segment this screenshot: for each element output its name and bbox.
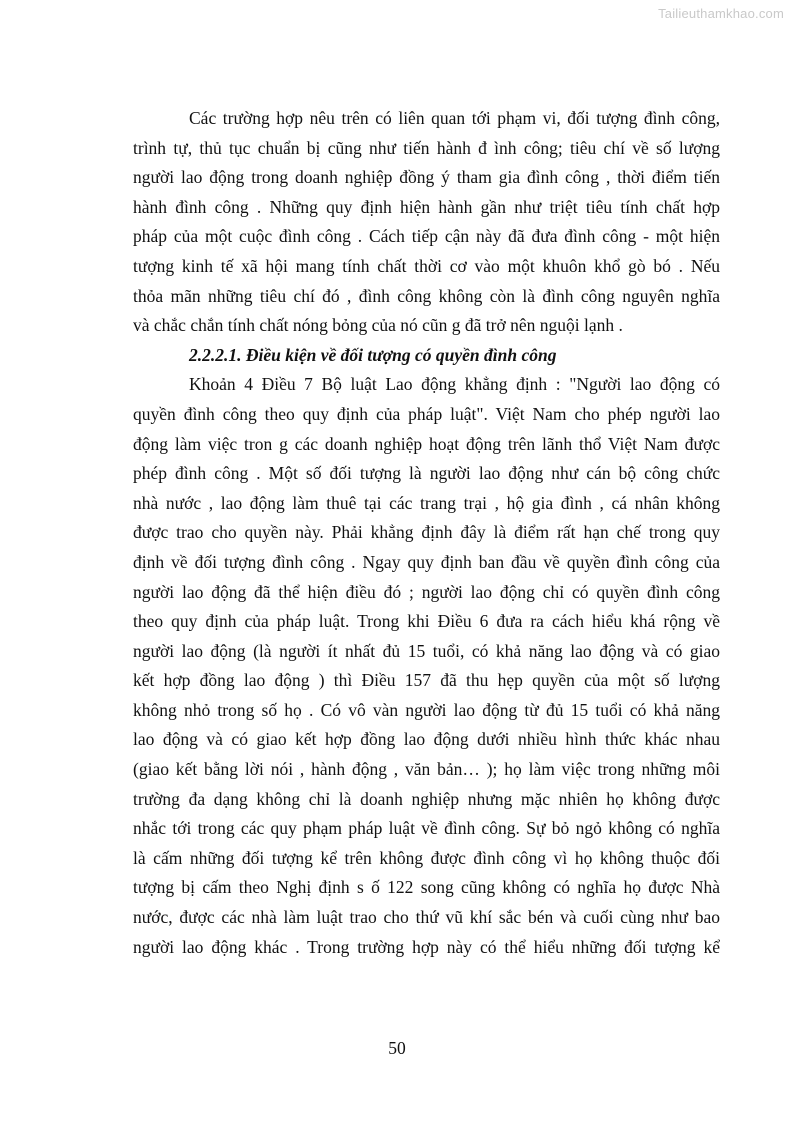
watermark: Tailieuthamkhao.com	[658, 6, 784, 21]
paragraph-1-line: và chắc chắn tính chất nóng bỏng của nó cũn g đã trở nên nguội lạnh .	[133, 315, 623, 336]
paragraph-2-line: theo quy định của pháp luật. Trong khi Điều 6 đưa ra cách hiểu khá rộng về	[133, 611, 720, 632]
paragraph-2-line: kết hợp đồng lao động ) thì Điều 157 đã thu hẹp quyền của một số lượng	[133, 670, 720, 691]
page-number: 50	[388, 1038, 406, 1058]
paragraph-2-line: lao động và có giao kết hợp đồng lao động dưới nhiều hình thức khác nhau	[133, 729, 720, 750]
paragraph-2-line: định về đối tượng đình công . Ngay quy định ban đầu về quyền đình công của	[133, 551, 720, 572]
paragraph-2-line: người lao động khác . Trong trường hợp này có thể hiểu những đối tượng kể	[133, 936, 720, 957]
paragraph-1-line: trình tự, thủ tục chuẩn bị cũng như tiến hành đ ình công; tiêu chí về số lượng	[133, 137, 720, 158]
paragraph-2-line: quyền đình công theo quy định của pháp luật". Việt Nam cho phép người lao	[133, 403, 720, 424]
paragraph-2-line: nhà nước , lao động làm thuê tại các trang trại , hộ gia đình , cá nhân không	[133, 492, 720, 513]
paragraph-1-line: thỏa mãn những tiêu chí đó , đình công không còn là đình công nguyên nghĩa	[133, 285, 720, 306]
paragraph-2-line: tượng bị cấm theo Nghị định s ố 122 song cũng không có nghĩa họ được Nhà	[133, 877, 720, 898]
paragraph-1-line: Các trường hợp nêu trên có liên quan tới phạm vi, đối tượng đình công,	[189, 108, 720, 128]
section-heading: 2.2.2.1. Điều kiện về đối tượng có quyền đình công	[189, 344, 557, 365]
paragraph-2-line: không nhỏ trong số họ . Có vô vàn người lao động từ đủ 15 tuổi có khả năng	[133, 699, 720, 720]
paragraph-2-line: Khoản 4 Điều 7 Bộ luật Lao động khẳng định : "Người lao động có	[189, 374, 720, 395]
paragraph-2-line: nước, được các nhà làm luật trao cho thứ vũ khí sắc bén và cuối cùng như bao	[133, 907, 720, 928]
paragraph-2-line: người lao động (là người ít nhất đủ 15 tuổi, có khả năng lao động và có giao	[133, 640, 720, 661]
paragraph-2-line: động làm việc tron g các doanh nghiệp hoạt động trên lãnh thổ Việt Nam được	[133, 433, 720, 454]
paragraph-1-line: người lao động trong doanh nghiệp đồng ý tham gia đình công , thời điểm tiến	[133, 167, 720, 188]
paragraph-2-line: được trao cho quyền này. Phải khẳng định đây là điểm rất hạn chế trong quy	[133, 522, 720, 543]
paragraph-2-line: người lao động đã thể hiện điều đó ; người lao động chỉ có quyền đình công	[133, 581, 720, 602]
page-body	[133, 104, 720, 962]
paragraph-1-line: hành đình công . Những quy định hiện hành gần như triệt tiêu tính chất hợp	[133, 196, 720, 217]
paragraph-2-line: (giao kết bằng lời nói , hành động , văn bản… ); họ làm việc trong những môi	[133, 759, 720, 780]
paragraph-2-line: nhắc tới trong các quy phạm pháp luật về đình công. Sự bỏ ngỏ không có nghĩa	[133, 818, 720, 839]
paragraph-1-line: tượng kinh tế xã hội mang tính chất thời cơ vào một khuôn khổ gò bó . Nếu	[133, 255, 720, 276]
paragraph-2-line: trường đa dạng không chỉ là doanh nghiệp nhưng mặc nhiên họ không được	[133, 788, 720, 809]
paragraph-1-line: pháp của một cuộc đình công . Cách tiếp cận này đã đưa đình công - một hiện	[133, 226, 720, 247]
paragraph-2-line: phép đình công . Một số đối tượng là người lao động như cán bộ công chức	[133, 463, 720, 484]
paragraph-2-line: là cấm những đối tượng kể trên không được đình công vì họ không thuộc đối	[133, 847, 720, 868]
